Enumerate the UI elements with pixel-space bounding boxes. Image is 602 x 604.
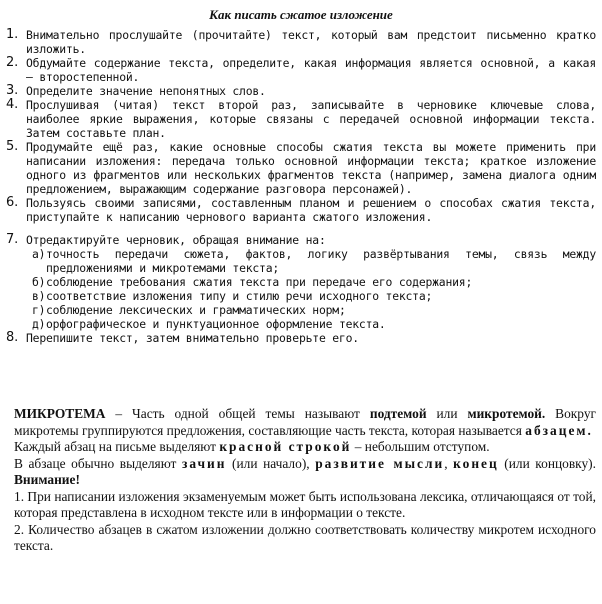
term-beginning: зачин xyxy=(181,455,227,471)
sub-item xyxy=(6,247,596,275)
sub-item-text: соответствие изложения типу и стилю речи исходного текста; xyxy=(46,289,433,303)
item-text: Определите значение непонятных слов. xyxy=(26,84,266,98)
term-development: развитие мысли xyxy=(315,455,445,471)
term-microtheme-2: микротемой. xyxy=(467,406,546,421)
item-text: Пользуясь своими записями, составленным планом и решением о способах сжатия текста, приступайте к написанию чернового варианта сжатого изложения. xyxy=(26,196,596,224)
item-number: 3. xyxy=(6,83,19,98)
sub-item xyxy=(6,303,596,317)
sub-item-mark: г) xyxy=(32,303,46,317)
term-microtheme: МИКРОТЕМА xyxy=(14,406,106,421)
term-subtheme: подтемой xyxy=(369,406,427,421)
item-number: 7. xyxy=(6,232,19,247)
sub-item xyxy=(6,275,596,289)
sub-item-text: орфографическое и пунктуационное оформление текста. xyxy=(46,317,386,331)
item-text: Отредактируйте черновик, обращая внимание на: xyxy=(26,233,326,247)
sub-item-mark: в) xyxy=(32,289,46,303)
rules-block xyxy=(14,406,596,555)
list-item xyxy=(6,140,596,196)
term-red-line: красной строкой xyxy=(219,439,352,454)
microtheme-paragraph: МИКРОТЕМА – Часть одной общей темы называют подтемой или микротемой. Вокруг микротемы группируются предложения, составляющие часть текста, которая называется абзацем. xyxy=(14,406,597,438)
list-item xyxy=(6,84,596,98)
item-number: 1. xyxy=(6,27,19,42)
red-line-paragraph: Каждый абзац на письме выделяют красной строкой – небольшим отступом. xyxy=(14,439,490,454)
item-text: Продумайте ещё раз, какие основные способы сжатия текста вы можете применить при написании изложения: передача только основной информации текста; краткое изложение одного из фрагментов или нескольких фрагментов текста (например, замена диалога одним предложением, выражающим содержание разговора персонажей). xyxy=(26,140,596,196)
list-item xyxy=(6,331,596,345)
item-number: 5. xyxy=(6,139,19,154)
item-number: 8. xyxy=(6,330,19,345)
sub-item xyxy=(6,317,596,331)
item-number: 6. xyxy=(6,195,19,210)
structure-paragraph: В абзаце обычно выделяют зачин (или начало), развитие мысли, конец (или концовку). Внимание! xyxy=(14,455,596,487)
list-item xyxy=(6,196,596,224)
sub-item-text: соблюдение лексических и грамматических норм; xyxy=(46,303,346,317)
item-text: Перепишите текст, затем внимательно проверьте его. xyxy=(26,331,359,345)
list-item xyxy=(6,98,596,140)
attention-label: Внимание! xyxy=(14,472,80,487)
item-number: 2. xyxy=(6,55,19,70)
term-paragraph: абзацем. xyxy=(525,422,593,438)
item-number: 4. xyxy=(6,97,19,112)
list-item xyxy=(6,56,596,84)
item-text: Прослушивая (читая) текст второй раз, записывайте в черновике ключевые слова, наиболее яркие выражения, которые связаны с передачей основной информации текста. Затем составьте план. xyxy=(26,98,596,140)
term-ending: конец xyxy=(453,455,499,471)
sub-item-mark: б) xyxy=(32,275,46,289)
sub-item-text: соблюдение требования сжатия текста при передаче его содержания; xyxy=(46,275,473,289)
list-item xyxy=(6,28,596,56)
item-text: Обдумайте содержание текста, определите, какая информация является основной, а какая — второстепенной. xyxy=(26,56,596,84)
note-1-paragraph: 1. При написании изложения экзаменуемым может быть использована лексика, отличающаяся от той, которая представлена в исходном тексте или в информации о тексте. xyxy=(14,488,596,520)
sub-item xyxy=(6,289,596,303)
list-item xyxy=(6,233,596,247)
note-2-paragraph: 2. Количество абзацев в сжатом изложении должно соответствовать количеству микротем исходного текста. xyxy=(14,521,596,553)
steps-list xyxy=(6,28,596,345)
page-title: Как писать сжатое изложение xyxy=(209,7,393,22)
sub-item-text: точность передачи сюжета, фактов, логику развёртывания темы, связь между предложениями и микротемами текста; xyxy=(46,247,596,275)
sub-item-mark: д) xyxy=(32,317,46,331)
sub-item-mark: а) xyxy=(32,247,46,261)
item-text: Внимательно прослушайте (прочитайте) текст, который вам предстоит письменно кратко изложить. xyxy=(26,28,596,56)
